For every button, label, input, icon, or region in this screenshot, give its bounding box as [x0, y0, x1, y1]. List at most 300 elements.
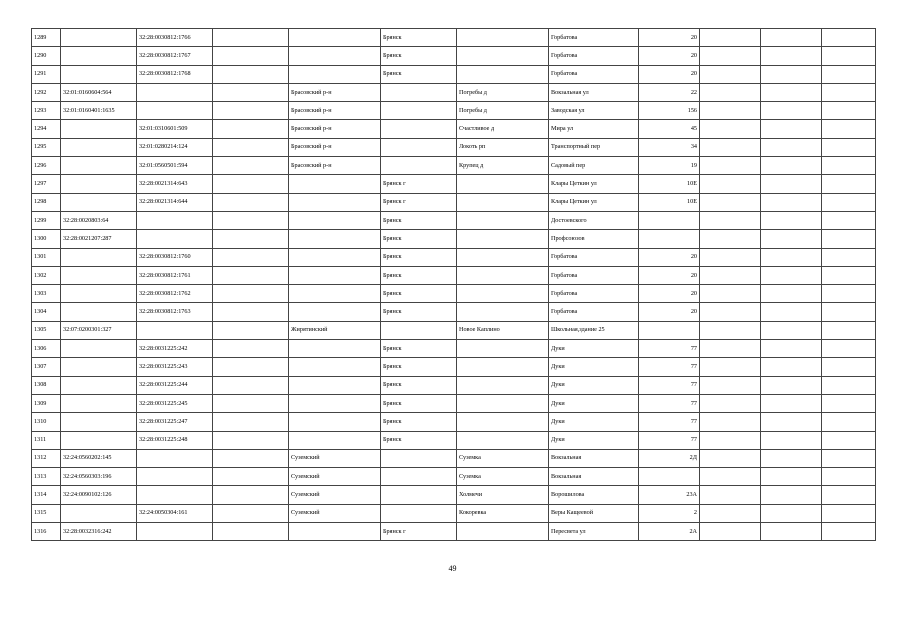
table-cell — [213, 47, 289, 65]
table-cell: 1312 — [32, 449, 61, 467]
table-cell — [700, 303, 761, 321]
table-cell — [213, 230, 289, 248]
table-cell: 1305 — [32, 321, 61, 339]
table-cell: Брасовский р-н — [289, 83, 381, 101]
table-cell — [822, 321, 876, 339]
table-cell — [381, 138, 457, 156]
table-cell — [289, 358, 381, 376]
table-cell — [822, 29, 876, 47]
table-cell: 32:28:0030812:1766 — [137, 29, 213, 47]
table-cell — [381, 449, 457, 467]
table-cell: 77 — [639, 394, 700, 412]
table-cell: 32:28:0030812:1761 — [137, 266, 213, 284]
table-cell — [822, 523, 876, 541]
table-cell: Дуки — [549, 413, 639, 431]
table-cell: 77 — [639, 358, 700, 376]
table-cell: 1314 — [32, 486, 61, 504]
table-cell — [213, 340, 289, 358]
table-cell — [289, 248, 381, 266]
table-cell: Клары Цеткин ул — [549, 175, 639, 193]
table-cell — [457, 230, 549, 248]
table-cell — [381, 468, 457, 486]
table-cell: Горбатова — [549, 285, 639, 303]
table-cell — [61, 175, 137, 193]
table-cell: Вокзальная ул — [549, 83, 639, 101]
table-cell: Суземский — [289, 468, 381, 486]
table-cell — [61, 248, 137, 266]
table-cell — [457, 193, 549, 211]
table-cell — [457, 29, 549, 47]
table-cell — [61, 376, 137, 394]
table-cell — [213, 303, 289, 321]
table-cell — [213, 504, 289, 522]
table-cell — [457, 285, 549, 303]
table-row — [32, 157, 876, 175]
table-row — [32, 29, 876, 47]
register-table — [31, 28, 876, 541]
table-cell: 1297 — [32, 175, 61, 193]
table-cell — [213, 321, 289, 339]
table-cell — [700, 138, 761, 156]
table-cell: Горбатова — [549, 303, 639, 321]
table-cell — [381, 83, 457, 101]
table-cell: 32:28:0030812:1760 — [137, 248, 213, 266]
table-cell: Брасовский р-н — [289, 120, 381, 138]
table-cell — [457, 376, 549, 394]
table-cell — [457, 431, 549, 449]
table-cell — [639, 321, 700, 339]
table-cell: 32:28:0031225:248 — [137, 431, 213, 449]
table-cell — [289, 413, 381, 431]
table-cell — [457, 340, 549, 358]
table-cell: 1301 — [32, 248, 61, 266]
table-cell: Ворошилова — [549, 486, 639, 504]
table-cell: 1291 — [32, 65, 61, 83]
table-cell — [289, 303, 381, 321]
table-cell: Садовый пер — [549, 157, 639, 175]
table-row — [32, 303, 876, 321]
table-cell — [700, 431, 761, 449]
table-cell: Брянск г — [381, 193, 457, 211]
table-cell: Заводская ул — [549, 102, 639, 120]
table-row — [32, 431, 876, 449]
table-cell: Горбатова — [549, 65, 639, 83]
table-cell — [822, 47, 876, 65]
table-cell — [137, 102, 213, 120]
table-cell: 1315 — [32, 504, 61, 522]
table-cell: 45 — [639, 120, 700, 138]
table-cell: Брянск — [381, 340, 457, 358]
table-cell — [822, 468, 876, 486]
table-cell — [700, 449, 761, 467]
table-cell — [289, 394, 381, 412]
table-cell: 1316 — [32, 523, 61, 541]
table-cell — [213, 449, 289, 467]
table-cell — [761, 449, 822, 467]
table-cell — [822, 449, 876, 467]
table-cell — [213, 358, 289, 376]
table-cell: Дуки — [549, 358, 639, 376]
table-cell — [213, 468, 289, 486]
table-cell: Брянск — [381, 358, 457, 376]
table-cell: 1313 — [32, 468, 61, 486]
table-cell: 34 — [639, 138, 700, 156]
table-cell: Дуки — [549, 340, 639, 358]
table-cell: Брянск — [381, 248, 457, 266]
table-cell: 1302 — [32, 266, 61, 284]
table-cell: Клары Цеткин ул — [549, 193, 639, 211]
table-cell — [137, 449, 213, 467]
table-cell — [213, 120, 289, 138]
table-cell: 77 — [639, 340, 700, 358]
table-row — [32, 468, 876, 486]
table-cell — [700, 83, 761, 101]
table-cell — [213, 523, 289, 541]
table-cell — [213, 193, 289, 211]
table-cell: 20 — [639, 47, 700, 65]
table-cell: 20 — [639, 248, 700, 266]
table-cell — [761, 394, 822, 412]
table-cell — [700, 230, 761, 248]
table-cell: 77 — [639, 413, 700, 431]
table-cell: Локоть рп — [457, 138, 549, 156]
table-cell — [457, 47, 549, 65]
table-cell — [761, 431, 822, 449]
table-cell — [213, 175, 289, 193]
table-cell — [700, 340, 761, 358]
table-cell — [137, 468, 213, 486]
table-row — [32, 486, 876, 504]
table-cell — [761, 248, 822, 266]
table-cell: Дуки — [549, 394, 639, 412]
table-cell — [761, 285, 822, 303]
table-cell — [700, 193, 761, 211]
table-cell: 1308 — [32, 376, 61, 394]
table-cell — [761, 413, 822, 431]
table-row — [32, 504, 876, 522]
table-cell: 20 — [639, 266, 700, 284]
table-cell — [457, 211, 549, 229]
table-cell — [822, 138, 876, 156]
table-cell: Суземский — [289, 449, 381, 467]
table-cell: 156 — [639, 102, 700, 120]
table-cell — [822, 193, 876, 211]
table-cell: Брянск — [381, 303, 457, 321]
table-cell — [381, 321, 457, 339]
table-cell — [457, 65, 549, 83]
table-cell — [289, 47, 381, 65]
table-cell: 32:28:0030812:1767 — [137, 47, 213, 65]
table-cell — [761, 47, 822, 65]
table-cell — [213, 65, 289, 83]
table-cell — [822, 266, 876, 284]
table-cell: Достоевского — [549, 211, 639, 229]
table-cell — [457, 413, 549, 431]
table-cell — [822, 504, 876, 522]
table-row — [32, 138, 876, 156]
table-cell — [761, 486, 822, 504]
table-cell — [761, 523, 822, 541]
table-cell — [61, 29, 137, 47]
table-cell — [761, 321, 822, 339]
table-cell — [761, 157, 822, 175]
table-cell — [761, 120, 822, 138]
table-cell — [137, 83, 213, 101]
table-cell: Вокзальная — [549, 468, 639, 486]
table-cell — [761, 340, 822, 358]
table-cell: 32:01:0160401:1635 — [61, 102, 137, 120]
table-cell: 1304 — [32, 303, 61, 321]
table-cell: Счастливое д — [457, 120, 549, 138]
table-cell: 22 — [639, 83, 700, 101]
table-cell: Брянск — [381, 211, 457, 229]
page-number: 49 — [448, 564, 457, 573]
table-cell — [761, 504, 822, 522]
table-cell — [761, 83, 822, 101]
table-cell: 1309 — [32, 394, 61, 412]
table-cell — [137, 486, 213, 504]
table-cell — [213, 157, 289, 175]
table-cell — [457, 394, 549, 412]
table-cell: Брянск — [381, 65, 457, 83]
table-cell — [289, 230, 381, 248]
table-cell: 32:28:0030812:1763 — [137, 303, 213, 321]
table-cell: 19 — [639, 157, 700, 175]
table-cell — [61, 157, 137, 175]
table-row — [32, 413, 876, 431]
table-cell — [457, 175, 549, 193]
table-cell: 32:01:0280214:124 — [137, 138, 213, 156]
table-cell — [822, 340, 876, 358]
table-cell — [822, 83, 876, 101]
table-cell — [61, 394, 137, 412]
table-cell — [289, 175, 381, 193]
table-cell — [289, 285, 381, 303]
table-cell — [700, 29, 761, 47]
table-cell — [700, 321, 761, 339]
table-cell: 32:28:0031225:244 — [137, 376, 213, 394]
table-cell: 20 — [639, 29, 700, 47]
table-cell — [457, 358, 549, 376]
table-cell: 32:28:0021207:287 — [61, 230, 137, 248]
table-cell: Суземка — [457, 468, 549, 486]
table-cell — [700, 120, 761, 138]
table-cell — [61, 138, 137, 156]
table-cell: 1296 — [32, 157, 61, 175]
table-cell: Холмечи — [457, 486, 549, 504]
table-row — [32, 321, 876, 339]
table-cell: Брянск — [381, 47, 457, 65]
table-row — [32, 47, 876, 65]
table-cell: Горбатова — [549, 29, 639, 47]
table-cell — [213, 376, 289, 394]
table-cell: Брянск — [381, 29, 457, 47]
table-row — [32, 65, 876, 83]
table-cell: Горбатова — [549, 266, 639, 284]
table-row — [32, 175, 876, 193]
table-cell — [137, 211, 213, 229]
table-cell — [457, 266, 549, 284]
table-cell: Брянск — [381, 413, 457, 431]
table-cell — [61, 340, 137, 358]
table-cell — [213, 138, 289, 156]
table-cell — [61, 285, 137, 303]
table-cell — [822, 376, 876, 394]
table-row — [32, 523, 876, 541]
table-row — [32, 358, 876, 376]
table-cell — [822, 358, 876, 376]
table-cell: 1289 — [32, 29, 61, 47]
table-cell — [289, 193, 381, 211]
table-cell — [137, 321, 213, 339]
table-cell — [61, 65, 137, 83]
table-cell — [700, 376, 761, 394]
table-cell: Веры Кащеевой — [549, 504, 639, 522]
table-cell: 32:01:0310601:509 — [137, 120, 213, 138]
table-cell: 32:28:0031225:247 — [137, 413, 213, 431]
table-cell — [213, 285, 289, 303]
table-cell: 1298 — [32, 193, 61, 211]
table-row — [32, 285, 876, 303]
table-cell: 32:01:0160604:564 — [61, 83, 137, 101]
table-cell: 1295 — [32, 138, 61, 156]
table-cell — [700, 285, 761, 303]
table-cell — [761, 358, 822, 376]
table-cell — [61, 431, 137, 449]
table-cell — [822, 65, 876, 83]
table-cell: 32:28:0020803:64 — [61, 211, 137, 229]
table-cell: 1310 — [32, 413, 61, 431]
table-cell — [381, 157, 457, 175]
table-cell — [137, 523, 213, 541]
table-cell — [61, 266, 137, 284]
table-cell: Вокзальная — [549, 449, 639, 467]
table-cell: Брасовский р-н — [289, 138, 381, 156]
table-cell — [700, 157, 761, 175]
table-cell — [822, 211, 876, 229]
table-cell: 1307 — [32, 358, 61, 376]
table-cell: 1294 — [32, 120, 61, 138]
table-cell — [213, 211, 289, 229]
table-cell: Новое Каплино — [457, 321, 549, 339]
table-cell: 1293 — [32, 102, 61, 120]
table-row — [32, 230, 876, 248]
table-row — [32, 394, 876, 412]
table-cell — [213, 413, 289, 431]
table-cell: Погребы д — [457, 83, 549, 101]
table-cell: 1303 — [32, 285, 61, 303]
table-cell: 1306 — [32, 340, 61, 358]
table-cell — [639, 211, 700, 229]
table-cell — [761, 211, 822, 229]
table-cell: Брасовский р-н — [289, 157, 381, 175]
table-cell: 10Е — [639, 193, 700, 211]
table-cell — [761, 230, 822, 248]
table-cell — [700, 102, 761, 120]
table-cell: Брянск — [381, 376, 457, 394]
table-cell: Крупец д — [457, 157, 549, 175]
table-cell: 20 — [639, 303, 700, 321]
table-cell — [381, 504, 457, 522]
table-cell — [213, 394, 289, 412]
table-cell — [137, 230, 213, 248]
table-cell — [761, 468, 822, 486]
table-cell — [822, 102, 876, 120]
table-cell — [61, 120, 137, 138]
table-cell: Брянск г — [381, 175, 457, 193]
table-row — [32, 248, 876, 266]
table-cell — [822, 230, 876, 248]
table-cell — [700, 394, 761, 412]
table-cell — [822, 394, 876, 412]
table-cell — [289, 431, 381, 449]
table-cell — [700, 47, 761, 65]
table-cell: 32:24:0050304:161 — [137, 504, 213, 522]
table-cell — [700, 266, 761, 284]
table-cell — [213, 431, 289, 449]
table-cell — [700, 468, 761, 486]
table-row — [32, 193, 876, 211]
table-cell — [761, 303, 822, 321]
table-cell: 32:28:0030812:1768 — [137, 65, 213, 83]
table-cell — [61, 47, 137, 65]
table-cell — [639, 230, 700, 248]
table-cell: Жирятинский — [289, 321, 381, 339]
table-cell: 32:28:0031225:242 — [137, 340, 213, 358]
table-cell: 20 — [639, 65, 700, 83]
table-cell — [822, 175, 876, 193]
table-cell — [761, 376, 822, 394]
table-row — [32, 211, 876, 229]
table-cell — [381, 486, 457, 504]
table-cell — [822, 303, 876, 321]
table-cell — [213, 266, 289, 284]
table-cell: Суземский — [289, 504, 381, 522]
table-cell: 23А — [639, 486, 700, 504]
table-cell — [761, 65, 822, 83]
table-cell — [213, 102, 289, 120]
table-cell — [381, 120, 457, 138]
table-cell: 2А — [639, 523, 700, 541]
table-cell — [213, 83, 289, 101]
table-cell — [822, 431, 876, 449]
table-cell: 1300 — [32, 230, 61, 248]
table-cell: Брянск — [381, 394, 457, 412]
table-cell — [761, 102, 822, 120]
table-cell — [700, 175, 761, 193]
table-cell: 32:28:0031225:245 — [137, 394, 213, 412]
table-cell: 1292 — [32, 83, 61, 101]
table-cell — [61, 413, 137, 431]
table-cell — [700, 248, 761, 266]
table-cell — [822, 157, 876, 175]
table-cell — [381, 102, 457, 120]
table-cell: Брянск г — [381, 523, 457, 541]
table-cell: 32:24:0560303:196 — [61, 468, 137, 486]
table-cell: 1311 — [32, 431, 61, 449]
table-cell — [822, 120, 876, 138]
table-cell — [457, 303, 549, 321]
table-cell — [700, 523, 761, 541]
table-cell: Погребы д — [457, 102, 549, 120]
table-cell — [289, 340, 381, 358]
table-cell: Дуки — [549, 431, 639, 449]
table-cell — [700, 413, 761, 431]
table-cell — [761, 266, 822, 284]
table-cell — [289, 266, 381, 284]
table-cell: 32:07:0200301:327 — [61, 321, 137, 339]
table-cell — [289, 211, 381, 229]
